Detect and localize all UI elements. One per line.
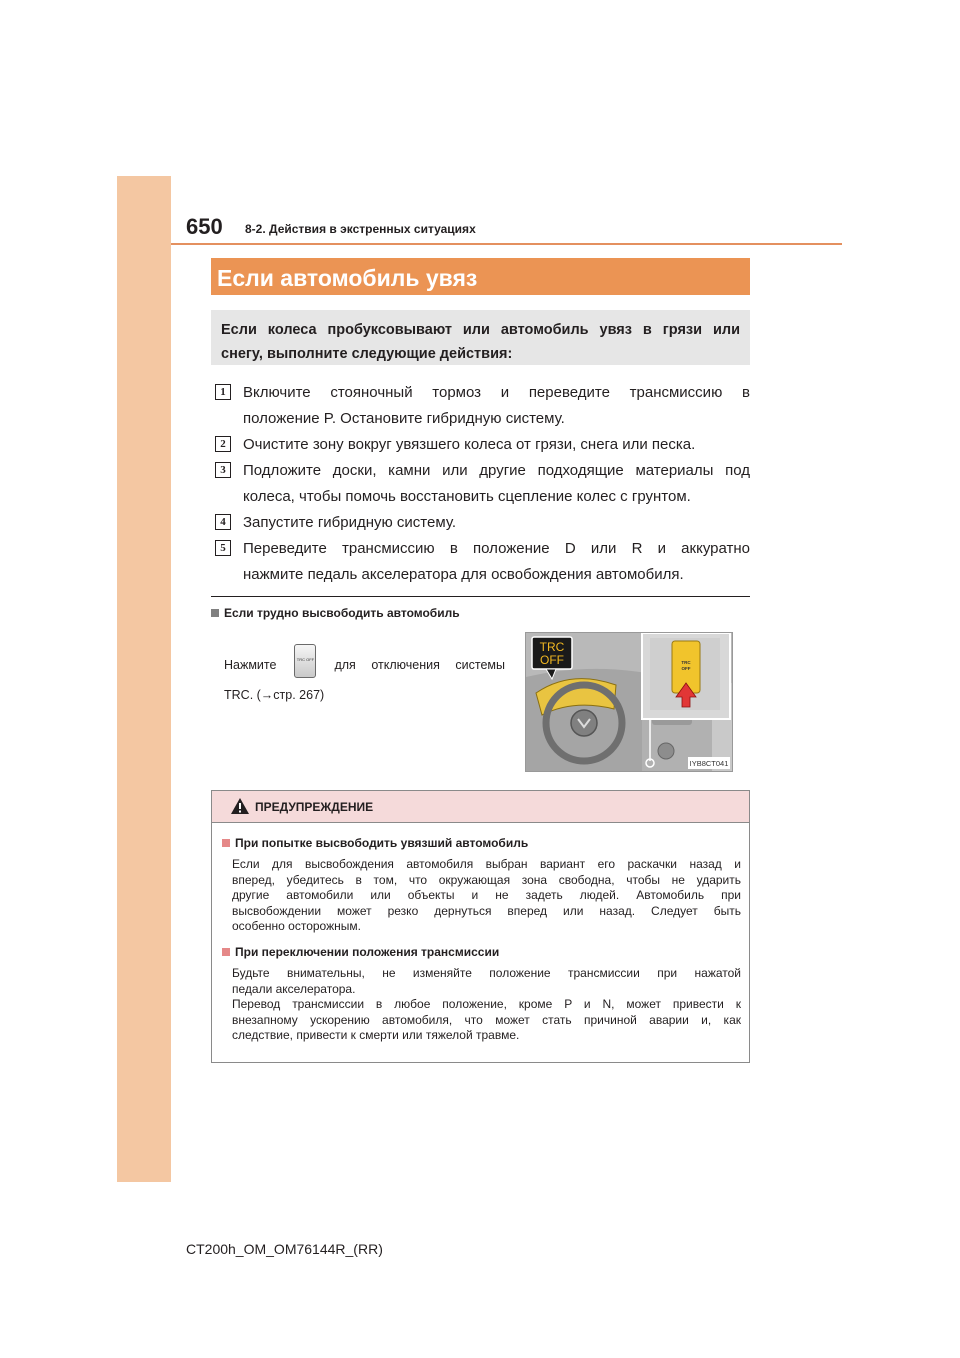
square-bullet-icon [222, 948, 230, 956]
trc-instruction [224, 648, 505, 708]
step-1 [211, 380, 750, 432]
footer-doc-code: CT200h_OM_OM76144R_(RR) [186, 1241, 383, 1257]
page-title: Если автомобиль увяз [211, 258, 750, 295]
trc-text-after: для отключения системы [334, 658, 505, 672]
warning-triangle-icon [230, 797, 250, 815]
warning-item-2-heading [222, 945, 499, 959]
trc-off-button-icon: TRC OFF [294, 644, 316, 678]
trc-text-line-2: TRC. (→стр. 267) [224, 688, 325, 702]
warning-item-2-line-5: следствие, привести к смерти или тяжелой травме. [232, 1028, 520, 1042]
warning-item-2-heading-text: При переключении положения трансмиссии [235, 945, 500, 959]
page-number: 650 [186, 214, 223, 239]
step-number-5: 5 [215, 540, 231, 556]
side-tab-band [117, 176, 171, 1182]
warning-item-1-line-3: другие автомобили или объекты и не задеть людей. Автомобиль при [232, 888, 741, 902]
warning-item-1-heading [222, 836, 528, 850]
warning-item-1-heading-text: При попытке высвободить увязший автомобиль [235, 836, 529, 850]
step-1-line-1: Включите стояночный тормоз и переведите трансмиссию в [243, 384, 750, 401]
step-number-4: 4 [215, 514, 231, 530]
section-label: 8-2. Действия в экстренных ситуациях [245, 222, 476, 236]
svg-text:OFF: OFF [681, 666, 691, 671]
warning-item-1-text [232, 857, 741, 935]
step-4 [211, 510, 750, 536]
step-2 [211, 432, 750, 458]
figure-callout-off: OFF [540, 653, 564, 667]
step-2-line-1: Очистите зону вокруг увязшего колеса от грязи, снега или песка. [243, 436, 696, 453]
svg-text:TRC: TRC [681, 660, 691, 665]
warning-item-1-line-5: особенно осторожным. [232, 919, 361, 933]
intro-box [211, 310, 750, 365]
step-5-line-1: Переведите трансмиссию в положение D или R и аккуратно [243, 540, 750, 557]
warning-header [212, 791, 749, 823]
figure-callout-trc: TRC [539, 640, 565, 654]
warning-item-1-line-4: высвобождении может резко дернуться вперед или назад. Следует быть [232, 903, 741, 918]
section-divider [211, 596, 750, 597]
step-4-line-1: Запустите гибридную систему. [243, 514, 457, 531]
step-3-line-1: Подложите доски, камни или другие подходящие материалы под [243, 462, 750, 479]
warning-item-2-line-4: внезапному ускорению автомобиля, что может стать причиной аварии и, как [232, 1012, 741, 1027]
trc-text-before: Нажмите [224, 658, 277, 672]
warning-item-2-line-3: Перевод трансмиссии в любое положение, кроме P и N, может привести к [232, 997, 741, 1011]
warning-item-2-text [232, 966, 741, 1044]
warning-item-1-line-2: вперед, убедитесь в том, что окружающая зона свободна, чтобы не ударить [232, 872, 741, 887]
figure-code: IYB8CT041 [689, 759, 729, 768]
intro-line-1: Если колеса пробуксовывают или автомобиль увяз в грязи или [221, 322, 740, 338]
warning-item-1-line-1: Если для высвобождения автомобиля выбран вариант его раскачки назад и [232, 857, 741, 871]
warning-title: ПРЕДУПРЕЖДЕНИЕ [255, 800, 374, 814]
step-number-1: 1 [215, 384, 231, 400]
step-number-2: 2 [215, 436, 231, 452]
step-number-3: 3 [215, 462, 231, 478]
step-3-line-2: колеса, чтобы помочь восстановить сцепление колес с грунтом. [243, 488, 691, 505]
square-bullet-icon [222, 839, 230, 847]
warning-item-2-line-1: Будьте внимательны, не изменяйте положение трансмиссии при нажатой [232, 966, 741, 980]
warning-item-2-line-2: педали акселератора. [232, 981, 356, 996]
warning-box [211, 790, 750, 1063]
dashboard-illustration [525, 632, 733, 772]
step-5-line-2: нажмите педаль акселератора для освобождения автомобиля. [243, 566, 684, 583]
sub-section-heading [211, 606, 460, 620]
step-3 [211, 458, 750, 510]
step-5 [211, 536, 750, 588]
dashboard-drawing [526, 633, 732, 771]
intro-line-2: снегу, выполните следующие действия: [221, 346, 513, 362]
square-bullet-icon [211, 609, 219, 617]
sub-section-text: Если трудно высвободить автомобиль [224, 606, 460, 620]
step-1-line-2: положение P. Остановите гибридную систему. [243, 410, 565, 427]
header-rule [171, 243, 842, 245]
